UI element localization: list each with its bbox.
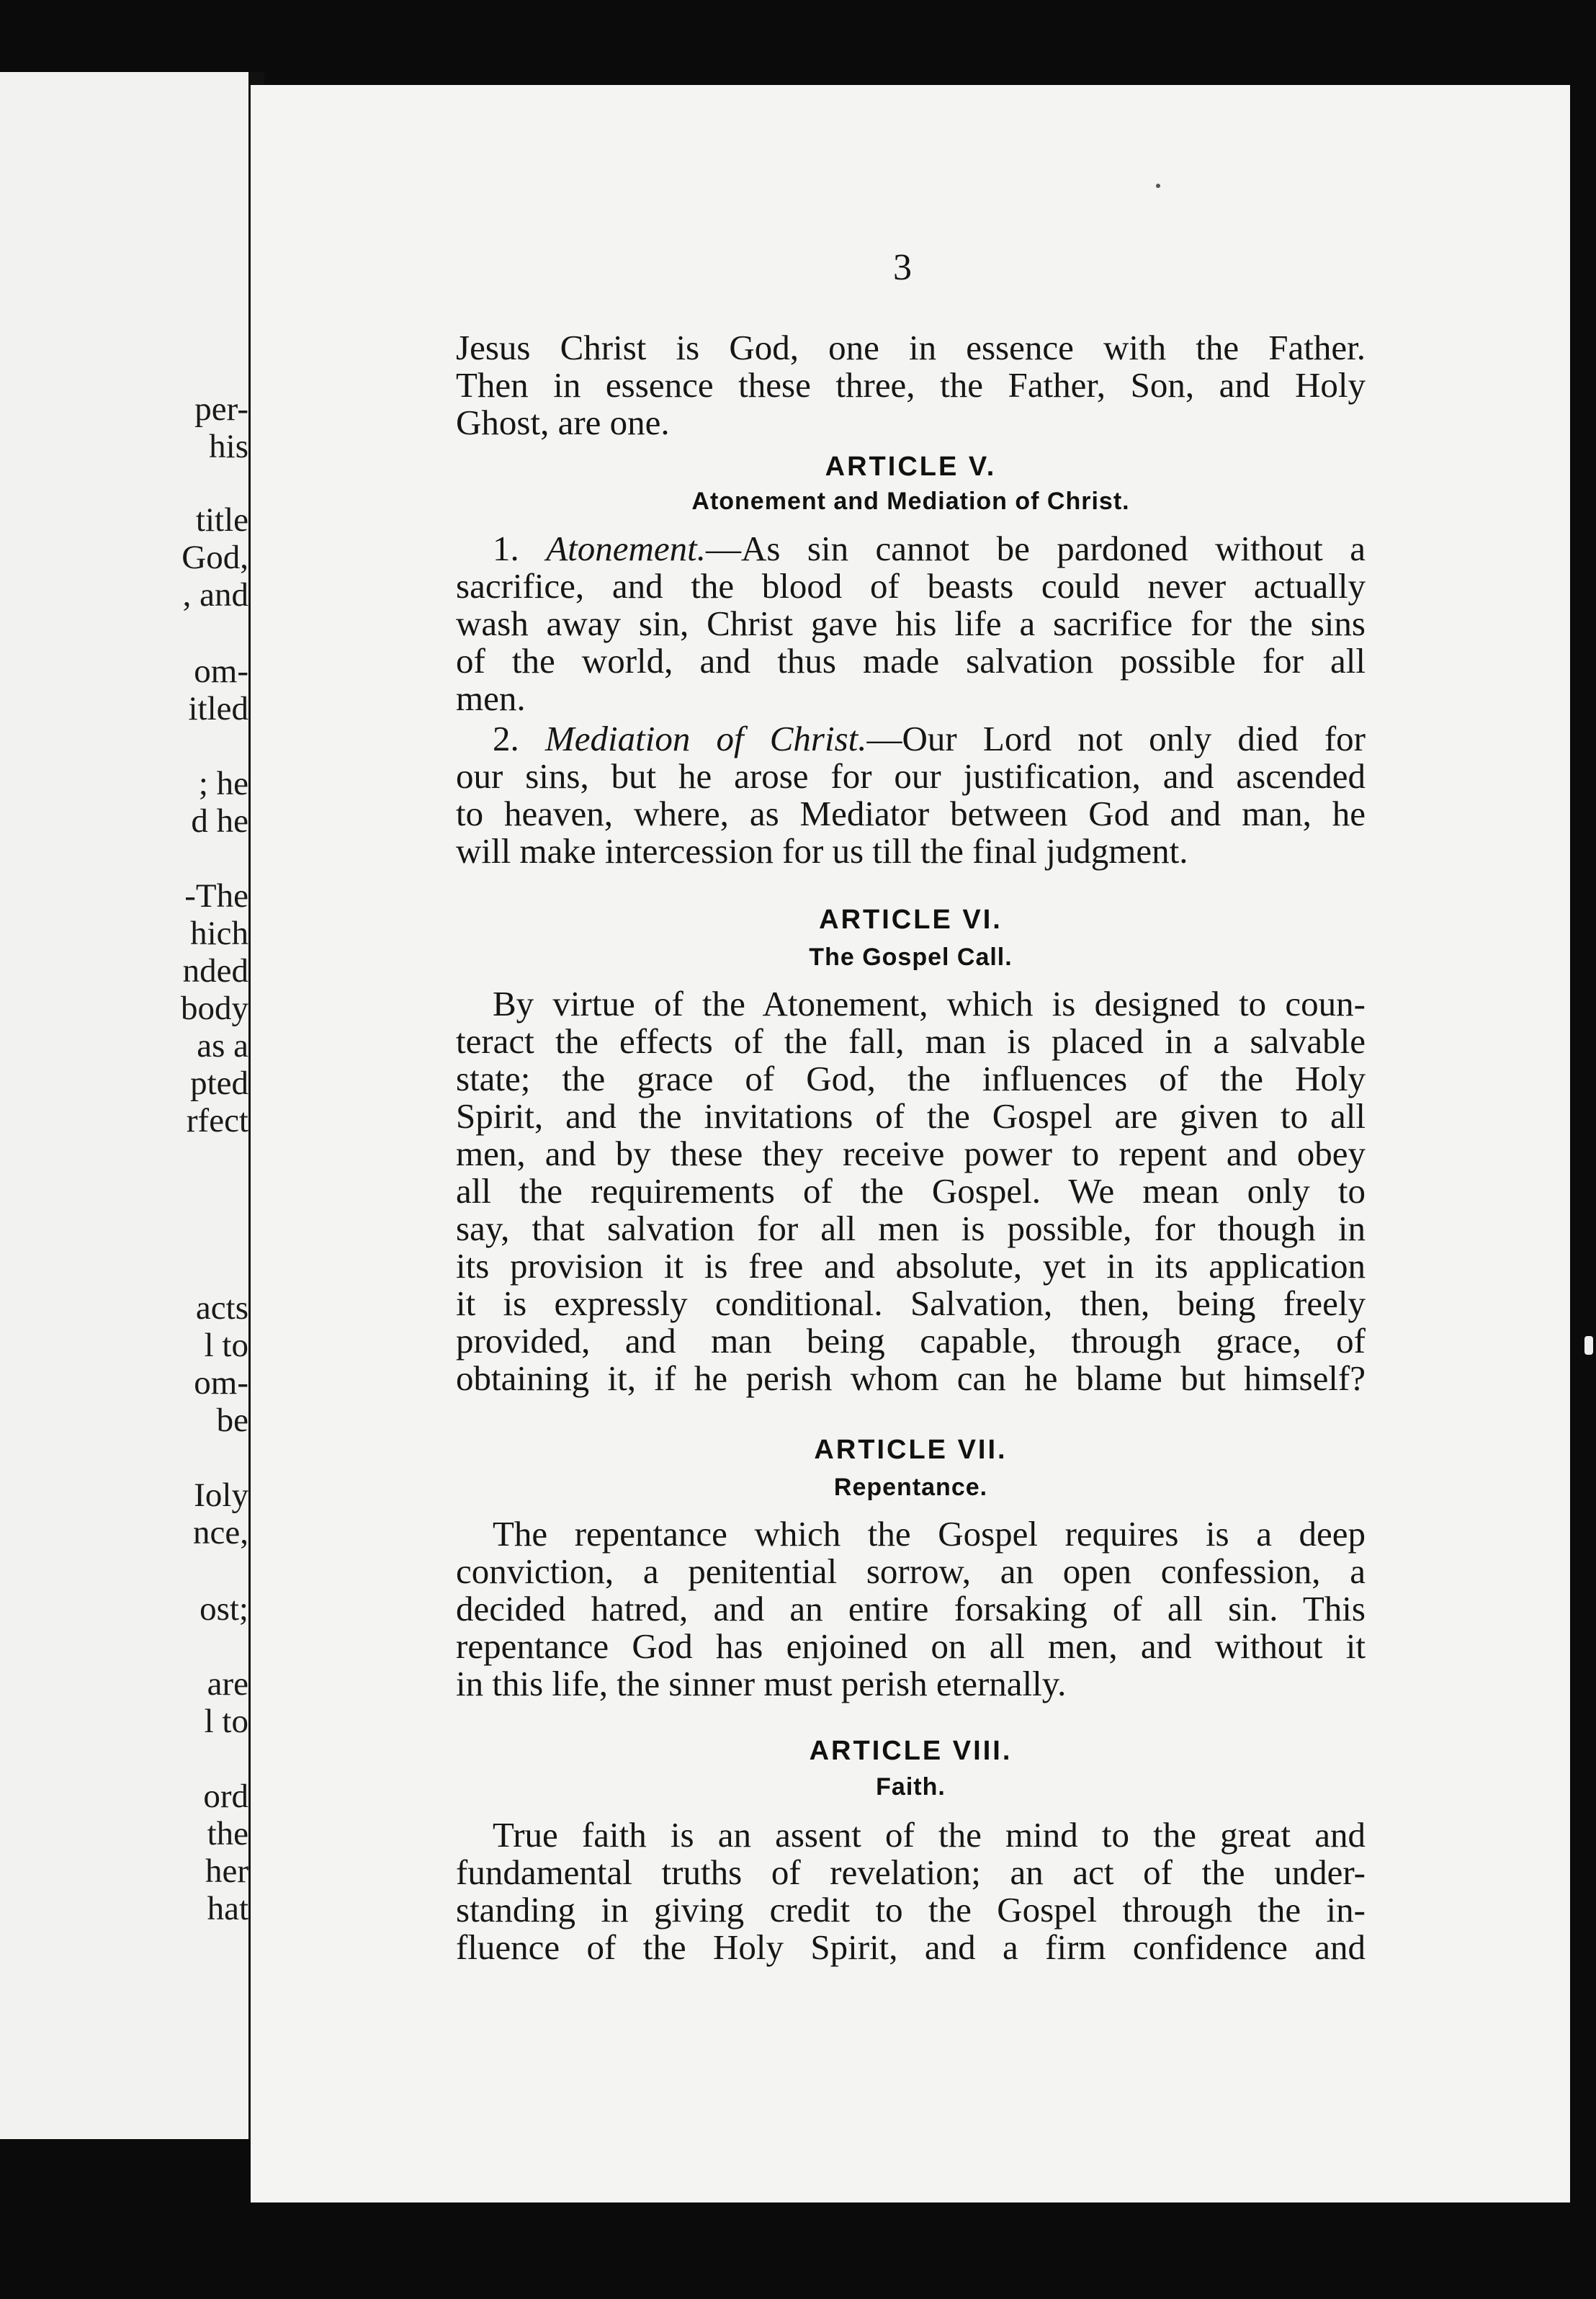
text-line: Ghost, are one. [456,403,670,442]
facing-line: om- [194,1364,248,1402]
facing-line: as a [197,1027,248,1065]
article-heading: ARTICLE VII. [814,1435,1008,1465]
text-line [493,530,1366,568]
text-line: conviction, a penitential sorrow, an open confession, a [456,1551,1366,1591]
facing-line: pted [190,1065,248,1102]
text-line: Spirit, and the invitations of the Gospel are given to all [456,1096,1366,1136]
facing-line: d he [191,802,248,840]
text-line: its provision it is free and absolute, yet in its application [456,1246,1366,1286]
facing-line: her [205,1852,248,1890]
text-line: of the world, and thus made salvation possible for all [456,641,1366,681]
article-heading: ARTICLE V. [825,452,997,482]
clause-text: —As sin cannot be pardoned without a [706,529,1366,568]
text-line: to heaven, where, as Mediator between God and man, he [456,794,1366,833]
clause-term: Mediation of Christ. [544,719,867,758]
text-line: The repentance which the Gospel requires is a deep [493,1514,1366,1554]
speck [1156,184,1160,188]
facing-line: om- [194,653,248,690]
text-line: teract the effects of the fall, man is placed in a salvable [456,1021,1366,1061]
text-line: say, that salvation for all men is possible, for though in [456,1209,1366,1248]
facing-line: be [216,1402,248,1439]
page-number: 3 [893,247,912,288]
text-line: standing in giving credit to the Gospel through the in- [456,1890,1366,1930]
text-line: in this life, the sinner must perish eternally. [456,1664,1067,1703]
text-line: True faith is an assent of the mind to the great and [493,1815,1366,1855]
article-heading: ARTICLE VI. [819,905,1003,935]
clause-term: Atonement. [546,529,706,568]
facing-line: body [181,990,248,1027]
text-line: our sins, but he arose for our justification, and ascended [456,756,1366,796]
text-line: men, and by these they receive power to repent and obey [456,1134,1366,1173]
article-heading: ARTICLE VIII. [809,1736,1013,1766]
text-line: obtaining it, if he perish whom can he blame but himself? [456,1358,1366,1398]
facing-line: -The [184,877,248,915]
text-line: men. [456,678,526,718]
article-subheading: The Gospel Call. [809,944,1013,971]
text-line: fluence of the Holy Spirit, and a firm confidence and [456,1927,1366,1967]
facing-line: the [207,1815,248,1852]
facing-line: ost; [200,1590,248,1628]
facing-line: God, [181,539,248,576]
speck [1584,1336,1593,1355]
text-line: Jesus Christ is God, one in essence with the Father. [456,328,1366,367]
facing-line: nded [182,952,248,990]
text-line: wash away sin, Christ gave his life a sacrifice for the sins [456,604,1366,643]
clause-text: —Our Lord not only died for [866,719,1366,758]
text-line: repentance God has enjoined on all men, and without it [456,1626,1366,1666]
facing-line: Ioly [194,1476,248,1514]
text-line [493,720,1366,758]
facing-page-fragment [0,72,248,2139]
article-subheading: Repentance. [833,1474,988,1501]
facing-line: itled [188,690,248,727]
facing-line: are [207,1665,248,1703]
facing-line: title [195,501,248,539]
facing-line: ord [203,1778,248,1815]
article-subheading: Atonement and Mediation of Christ. [691,488,1130,515]
facing-line: , and [182,576,248,614]
facing-line: l to [204,1703,248,1740]
text-line: state; the grace of God, the influences of the Holy [456,1059,1366,1098]
text-line: decided hatred, and an entire forsaking of all sin. This [456,1589,1366,1628]
text-line: provided, and man being capable, through grace, of [456,1321,1366,1361]
facing-line: l to [204,1327,248,1364]
facing-line: ; he [198,765,248,802]
text-line: sacrifice, and the blood of beasts could never actually [456,566,1366,606]
facing-line: per- [194,390,248,428]
facing-line: hich [190,915,248,952]
facing-line: his [209,428,248,465]
clause-number: 2. [493,719,519,758]
facing-line: rfect [186,1102,248,1139]
text-line: will make intercession for us till the final judgment. [456,831,1188,871]
facing-line: hat [207,1890,248,1927]
text-line: all the requirements of the Gospel. We mean only to [456,1171,1366,1211]
text-line: fundamental truths of revelation; an act of the under- [456,1852,1366,1892]
facing-line: acts [195,1289,248,1327]
article-subheading: Faith. [876,1773,946,1801]
text-line: By virtue of the Atonement, which is designed to coun- [493,984,1366,1023]
facing-line: nce, [193,1514,248,1551]
clause-number: 1. [493,529,519,568]
text-line: Then in essence these three, the Father, Son, and Holy [456,365,1366,405]
text-line: it is expressly conditional. Salvation, then, being freely [456,1283,1366,1323]
